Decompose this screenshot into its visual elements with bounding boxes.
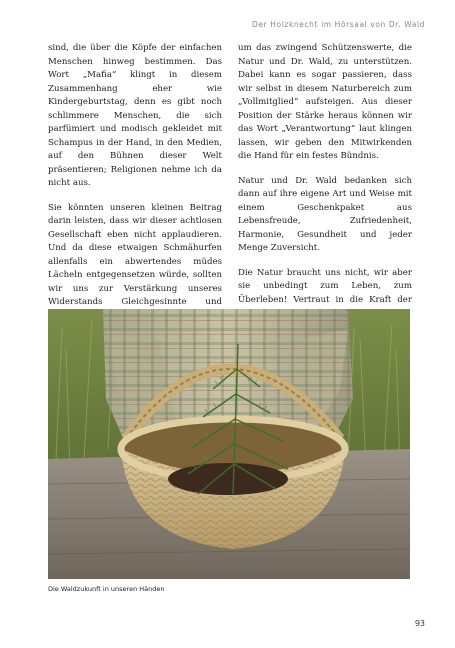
figure-caption: Die Waldzukunft in unseren Händen xyxy=(48,585,165,593)
paragraph: sind, die über die Köpfe der einfachen Menschen hinweg bestimmen. Das Wort „Mafia“ klingt in diesem Zusammenhang eher wie Kindergeburtstag, denn es gibt noch schlimmere Menschen, die sich parfümiert und modisch gekleidet mit Schampus in der Hand, in den Medien, auf den Bühnen dieser Welt präsentieren; Religionen nehme ich da nicht aus. xyxy=(48,43,222,188)
right-column xyxy=(238,42,412,348)
paragraph: Natur und Dr. Wald bedanken sich dann auf ihre eigene Art und Weise mit einem Geschenkpaket aus Lebensfreude, Zufriedenheit, Harmonie, Gesundheit und jeder Menge Zuversicht. xyxy=(238,175,412,253)
photo-illustration xyxy=(48,309,410,579)
paragraph: Sie könnten unseren kleinen Beitrag darin leisten, dass wir dieser achtlosen Gesellschaft eben nicht applaudieren. Und da diese etwaigen Schmähurfen allenfalls ein abwertendes müdes Lächeln entgegensetzen würde, sollten wir uns zur Verstärkung unseres Widerstands Gleichgesinnte und xyxy=(48,202,222,307)
paragraph: um das zwingend Schützenswerte, die Natur und Dr. Wald, zu unterstützen. Dabei kann es sogar passieren, dass wir selbst in diesem Naturbereich zum „Vollmitglied“ aufsteigen. Aus dieser Position der Stärke heraus können wir das Wort „Verantwortung“ laut klingen lassen, wir geben den Mitwirkenden die Hand für ein festes Bündnis. xyxy=(238,43,412,161)
paragraph: Die Natur braucht uns nicht, wir aber sie unbedingt zum Leben, zum Überleben! Vertraut in die Kraft der xyxy=(238,267,412,305)
left-column xyxy=(48,42,222,348)
running-header: Der Holzknecht im Hörsaal von Dr. Wald xyxy=(252,20,425,29)
text-columns xyxy=(48,42,412,348)
photo-hands-basket-seedling xyxy=(48,309,410,579)
page-number: 93 xyxy=(414,619,425,628)
